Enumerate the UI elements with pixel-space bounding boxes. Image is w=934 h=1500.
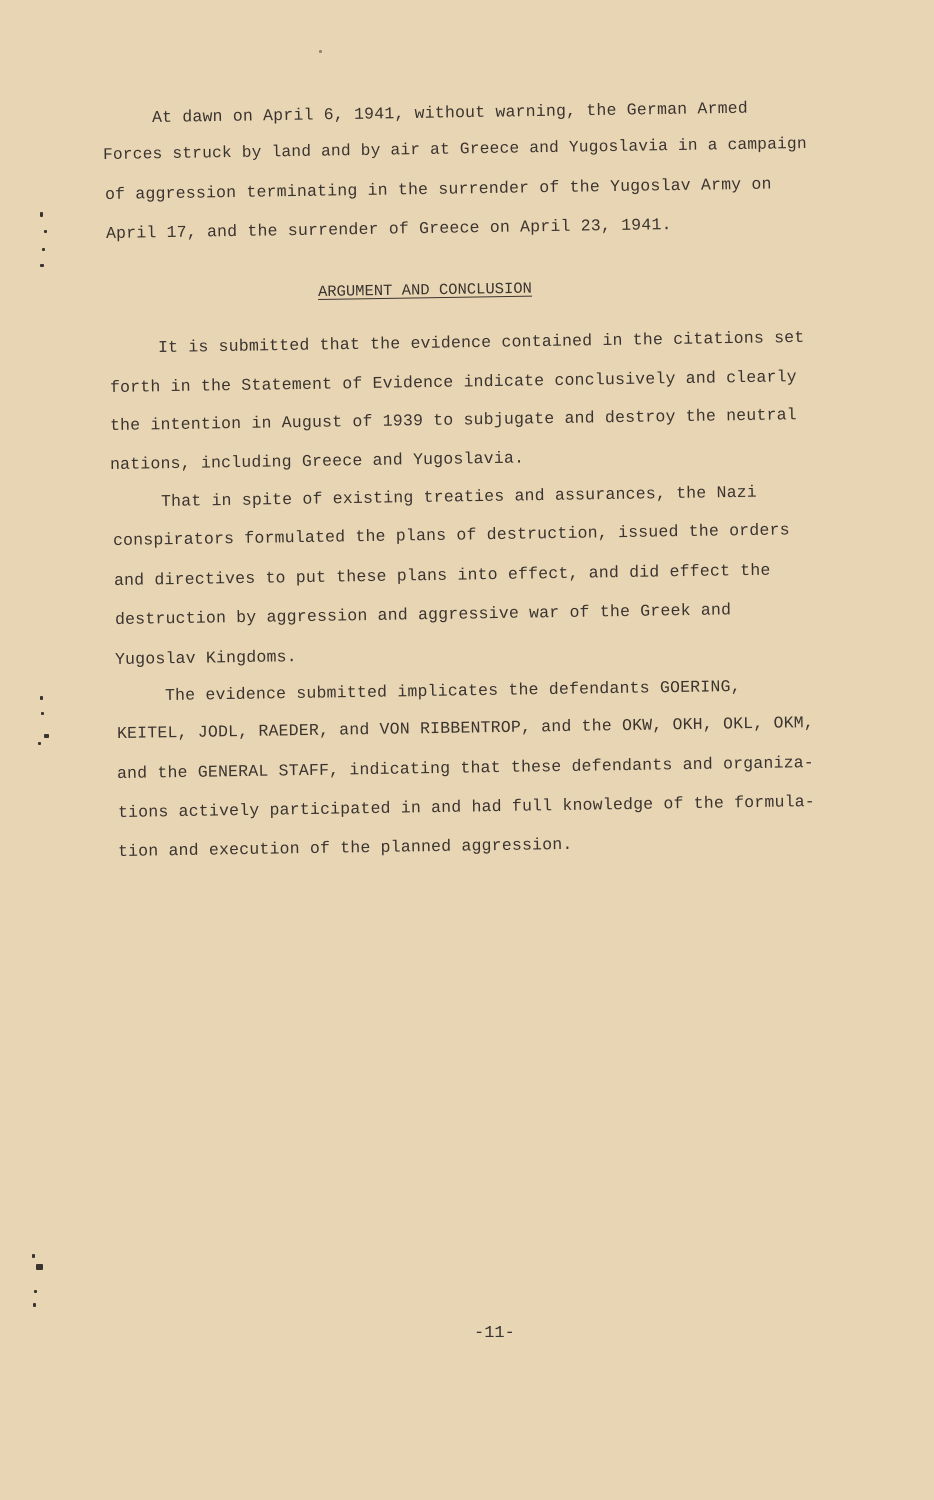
paragraph-4-line-3: and the GENERAL STAFF, indicating that these defendants and organiza- xyxy=(116,753,815,783)
paragraph-3-line-2: conspirators formulated the plans of destruction, issued the orders xyxy=(112,520,790,550)
paragraph-4-line-5: tion and execution of the planned aggression. xyxy=(117,834,573,861)
paragraph-1-line-2: Forces struck by land and by air at Greece and Yugoslavia in a campaign xyxy=(102,134,807,164)
paragraph-4-line-1: The evidence submitted implicates the defendants GOERING, xyxy=(164,676,741,705)
paragraph-2-line-1: It is submitted that the evidence contained in the citations set xyxy=(157,327,805,357)
paragraph-4-line-2: KEITEL, JODL, RAEDER, and VON RIBBENTROP, and the OKW, OKH, OKL, OKM, xyxy=(116,713,815,743)
paragraph-2-line-2: forth in the Statement of Evidence indicate conclusively and clearly xyxy=(109,367,797,397)
paragraph-4-line-4: tions actively participated in and had full knowledge of the formula- xyxy=(117,792,816,822)
paragraph-3-line-4: destruction by aggression and aggressive war of the Greek and xyxy=(114,600,732,629)
paragraph-3-line-1: That in spite of existing treaties and assurances, the Nazi xyxy=(160,482,758,511)
section-heading: ARGUMENT AND CONCLUSION xyxy=(317,279,533,301)
paragraph-1-line-1: At dawn on April 6, 1941, without warning, the German Armed xyxy=(151,98,749,127)
page-number: -11- xyxy=(474,1324,515,1343)
paragraph-3-line-3: and directives to put these plans into effect, and did effect the xyxy=(113,560,771,590)
paragraph-1-line-4: April 17, and the surrender of Greece on April 23, 1941. xyxy=(105,215,672,243)
paragraph-3-line-5: Yugoslav Kingdoms. xyxy=(114,647,297,669)
paragraph-1-line-3: of aggression terminating in the surrender of the Yugoslav Army on xyxy=(104,174,772,204)
paragraph-2-line-4: nations, including Greece and Yugoslavia. xyxy=(109,448,525,474)
paragraph-2-line-3: the intention in August of 1939 to subjugate and destroy the neutral xyxy=(109,405,797,435)
